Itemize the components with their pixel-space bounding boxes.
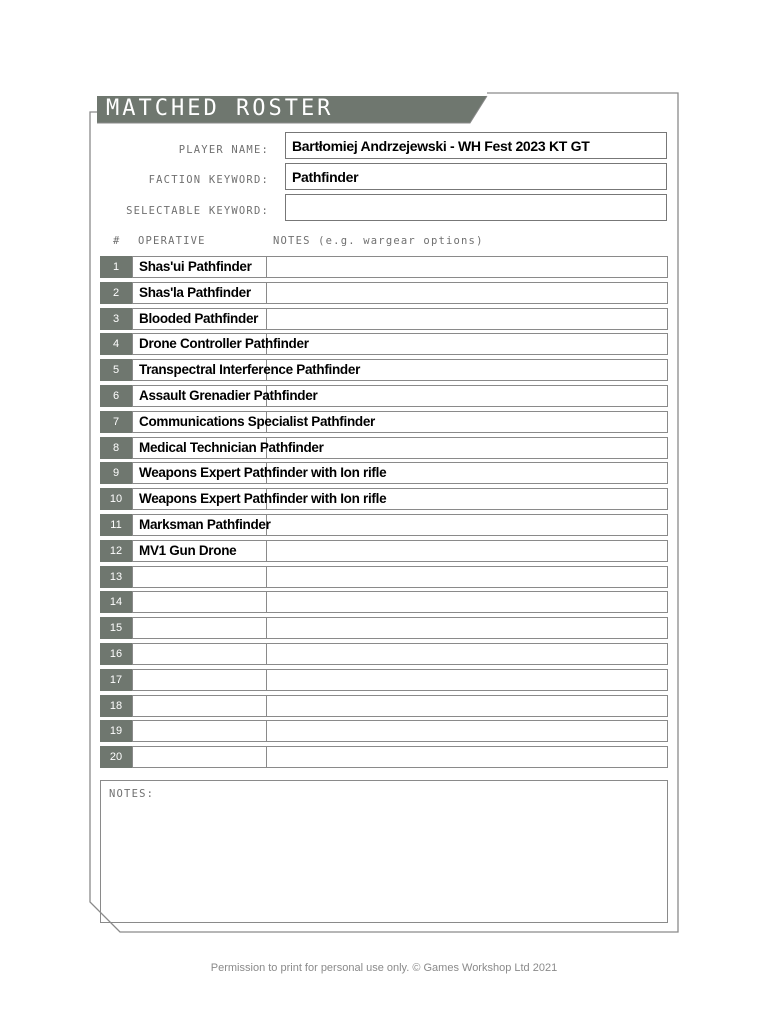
row-divider [266, 282, 267, 304]
table-row [100, 359, 668, 381]
row-number: 6 [100, 385, 132, 407]
table-row [100, 540, 668, 562]
row-number: 20 [100, 746, 132, 768]
notes-box[interactable] [100, 780, 668, 923]
row-number: 2 [100, 282, 132, 304]
table-row [100, 617, 668, 639]
operative-name: Weapons Expert Pathfinder with Ion rifle [139, 491, 387, 507]
operative-name: Shas'la Pathfinder [139, 284, 251, 300]
table-row [100, 591, 668, 613]
row-divider [266, 308, 267, 330]
row-number: 17 [100, 669, 132, 691]
row-number: 9 [100, 462, 132, 484]
row-divider [266, 256, 267, 278]
table-row [100, 308, 668, 330]
table-row [100, 669, 668, 691]
operative-name: Communications Specialist Pathfinder [139, 413, 375, 429]
table-row [100, 566, 668, 588]
selectable-keyword-label: SELECTABLE KEYWORD: [126, 205, 269, 217]
faction-keyword-value: Pathfinder [292, 169, 359, 185]
row-divider [266, 591, 267, 613]
row-number: 5 [100, 359, 132, 381]
page-title: MATCHED ROSTER [106, 96, 334, 121]
row-number: 13 [100, 566, 132, 588]
row-field[interactable] [132, 695, 668, 717]
table-row [100, 437, 668, 459]
row-number: 19 [100, 720, 132, 742]
footer-copyright: Permission to print for personal use only. © Games Workshop Ltd 2021 [210, 962, 558, 974]
table-row [100, 746, 668, 768]
faction-keyword-label: FACTION KEYWORD: [148, 174, 269, 186]
row-divider [266, 617, 267, 639]
row-number: 7 [100, 411, 132, 433]
row-number: 18 [100, 695, 132, 717]
operative-name: Blooded Pathfinder [139, 310, 259, 326]
operative-name: Shas'ui Pathfinder [139, 259, 252, 274]
row-field[interactable] [132, 617, 668, 639]
notes-label: NOTES: [109, 788, 155, 800]
row-field[interactable] [132, 720, 668, 742]
operative-name: Drone Controller Pathfinder [139, 336, 309, 352]
table-row [100, 282, 668, 304]
row-field[interactable] [132, 746, 668, 768]
column-header-operative: OPERATIVE [138, 235, 206, 247]
row-number: 16 [100, 643, 132, 665]
row-number: 1 [100, 256, 132, 278]
row-field[interactable] [132, 591, 668, 613]
table-row [100, 333, 668, 355]
operative-name: Marksman Pathfinder [139, 517, 271, 532]
row-divider [266, 720, 267, 742]
row-field[interactable] [132, 566, 668, 588]
table-row [100, 514, 668, 536]
operative-name: MV1 Gun Drone [139, 542, 237, 558]
row-number: 11 [100, 514, 132, 536]
table-row [100, 488, 668, 510]
row-divider [266, 643, 267, 665]
row-number: 10 [100, 488, 132, 510]
table-row [100, 462, 668, 484]
table-row [100, 411, 668, 433]
row-divider [266, 746, 267, 768]
player-name-value: Bartłomiej Andrzejewski - WH Fest 2023 KT GT [292, 138, 590, 154]
row-divider [266, 566, 267, 588]
row-number: 12 [100, 540, 132, 562]
row-number: 3 [100, 308, 132, 330]
column-header-number: # [113, 235, 121, 247]
column-header-notes: NOTES (e.g. wargear options) [273, 235, 484, 247]
operative-name: Transpectral Interference Pathfinder [139, 362, 361, 378]
table-row [100, 720, 668, 742]
table-row [100, 695, 668, 717]
row-divider [266, 669, 267, 691]
operative-name: Weapons Expert Pathfinder with Ion rifle [139, 465, 387, 481]
table-row [100, 256, 668, 278]
faction-keyword-field[interactable] [285, 163, 667, 190]
row-divider [266, 540, 267, 562]
row-number: 4 [100, 333, 132, 355]
table-row [100, 385, 668, 407]
row-divider [266, 695, 267, 717]
player-name-label: PLAYER NAME: [178, 144, 269, 156]
operative-name: Medical Technician Pathfinder [139, 439, 324, 455]
row-field[interactable] [132, 669, 668, 691]
player-name-field[interactable] [285, 132, 667, 159]
row-number: 14 [100, 591, 132, 613]
row-number: 8 [100, 437, 132, 459]
row-field[interactable] [132, 643, 668, 665]
selectable-keyword-field[interactable] [285, 194, 667, 221]
operative-name: Assault Grenadier Pathfinder [139, 388, 318, 403]
table-row [100, 643, 668, 665]
row-number: 15 [100, 617, 132, 639]
